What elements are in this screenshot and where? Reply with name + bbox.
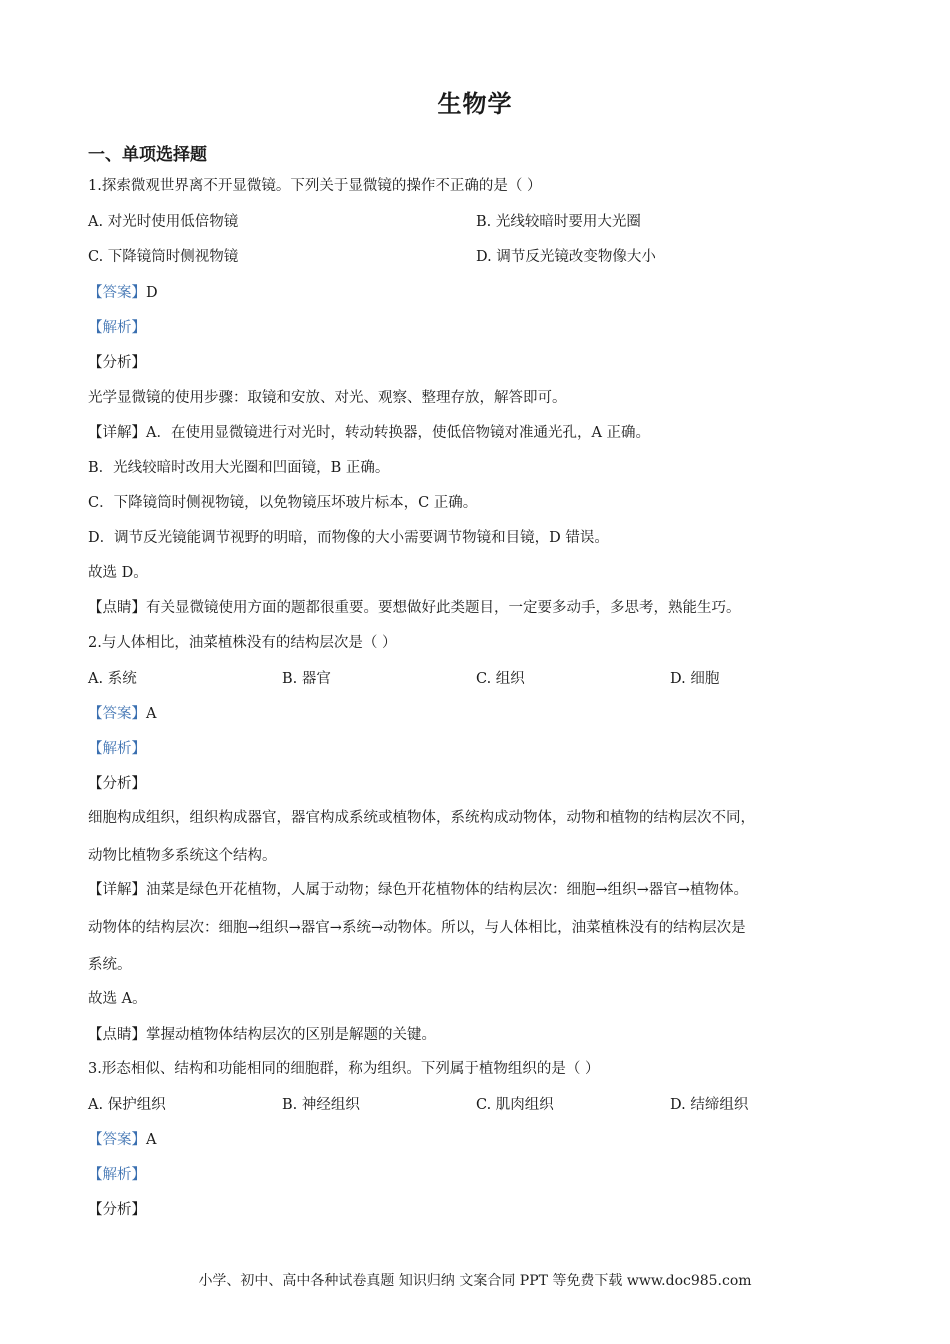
answer-value: D bbox=[146, 285, 158, 301]
q2-option-c: C. 组织 bbox=[476, 671, 525, 687]
dianjing-text: 掌握动植物体结构层次的区别是解题的关键。 bbox=[146, 1027, 436, 1043]
q3-fenxi-tag: 【分析】 bbox=[88, 1202, 146, 1218]
q2-option-a: A. 系统 bbox=[88, 671, 137, 687]
section-heading: 一、单项选择题 bbox=[88, 145, 207, 165]
q1-detail-b: B．光线较暗时改用大光圈和凹面镜，B 正确。 bbox=[88, 460, 390, 476]
q3-answer bbox=[88, 1130, 156, 1150]
q1-fenxi-text: 光学显微镜的使用步骤：取镜和安放、对光、观察、整理存放，解答即可。 bbox=[88, 390, 567, 406]
q1-jiexi-tag: 【解析】 bbox=[88, 320, 146, 336]
q3-option-b: B. 神经组织 bbox=[282, 1097, 360, 1113]
q1-answer bbox=[88, 283, 158, 303]
q2-detail-line-3: 系统。 bbox=[88, 957, 132, 973]
detail-tag: 【详解】 bbox=[88, 425, 146, 441]
q1-option-d: D. 调节反光镜改变物像大小 bbox=[476, 249, 656, 265]
q2-fenxi-tag: 【分析】 bbox=[88, 776, 146, 792]
q2-jiexi-tag: 【解析】 bbox=[88, 741, 146, 757]
q1-dianjing bbox=[88, 598, 741, 618]
q1-option-b: B. 光线较暗时要用大光圈 bbox=[476, 214, 641, 230]
page-title: 生物学 bbox=[437, 90, 513, 118]
q1-option-a: A. 对光时使用低倍物镜 bbox=[88, 214, 239, 230]
question-2-stem: 2.与人体相比，油菜植株没有的结构层次是（ ） bbox=[88, 635, 397, 651]
dianjing-tag: 【点睛】 bbox=[88, 1027, 146, 1043]
detail-text: A．在使用显微镜进行对光时，转动转换器，使低倍物镜对准通光孔，A 正确。 bbox=[146, 425, 651, 441]
q2-option-b: B. 器官 bbox=[282, 671, 331, 687]
q2-dianjing bbox=[88, 1025, 436, 1045]
q1-fenxi-tag: 【分析】 bbox=[88, 355, 146, 371]
q1-choose: 故选 D。 bbox=[88, 565, 148, 581]
q1-detail-a bbox=[88, 423, 650, 443]
q2-detail-line-1 bbox=[88, 880, 748, 900]
detail-tag: 【详解】 bbox=[88, 882, 146, 898]
q1-detail-c: C．下降镜筒时侧视物镜，以免物镜压坏玻片标本，C 正确。 bbox=[88, 495, 478, 511]
q3-option-d: D. 结缔组织 bbox=[670, 1097, 749, 1113]
q2-fenxi-line-1: 细胞构成组织，组织构成器官，器官构成系统或植物体，系统构成动物体，动物和植物的结构层次不同， bbox=[88, 810, 755, 826]
q1-detail-d: D．调节反光镜能调节视野的明暗，而物像的大小需要调节物镜和目镜，D 错误。 bbox=[88, 530, 609, 546]
answer-value: A bbox=[146, 1132, 157, 1148]
question-1-stem: 1.探索微观世界离不开显微镜。下列关于显微镜的操作不正确的是（ ） bbox=[88, 178, 542, 194]
q2-answer bbox=[88, 704, 156, 724]
q2-choose: 故选 A。 bbox=[88, 991, 147, 1007]
dianjing-tag: 【点睛】 bbox=[88, 600, 146, 616]
answer-tag: 【答案】 bbox=[88, 285, 146, 301]
answer-value: A bbox=[146, 706, 157, 722]
q3-option-c: C. 肌肉组织 bbox=[476, 1097, 554, 1113]
question-3-stem: 3.形态相似、结构和功能相同的细胞群，称为组织。下列属于植物组织的是（ ） bbox=[88, 1061, 600, 1077]
answer-tag: 【答案】 bbox=[88, 706, 146, 722]
q3-option-a: A. 保护组织 bbox=[88, 1097, 166, 1113]
answer-tag: 【答案】 bbox=[88, 1132, 146, 1148]
detail-text: 油菜是绿色开花植物，人属于动物；绿色开花植物体的结构层次：细胞→组织→器官→植物体。 bbox=[146, 882, 748, 898]
page-footer: 小学、初中、高中各种试卷真题 知识归纳 文案合同 PPT 等免费下载 www.doc985.com bbox=[198, 1273, 752, 1289]
q2-detail-line-2: 动物体的结构层次：细胞→组织→器官→系统→动物体。所以，与人体相比，油菜植株没有的结构层次是 bbox=[88, 920, 746, 936]
q2-fenxi-line-2: 动物比植物多系统这个结构。 bbox=[88, 848, 277, 864]
q3-jiexi-tag: 【解析】 bbox=[88, 1167, 146, 1183]
q2-option-d: D. 细胞 bbox=[670, 671, 720, 687]
dianjing-text: 有关显微镜使用方面的题都很重要。要想做好此类题目，一定要多动手，多思考，熟能生巧。 bbox=[146, 600, 741, 616]
q1-option-c: C. 下降镜筒时侧视物镜 bbox=[88, 249, 239, 265]
